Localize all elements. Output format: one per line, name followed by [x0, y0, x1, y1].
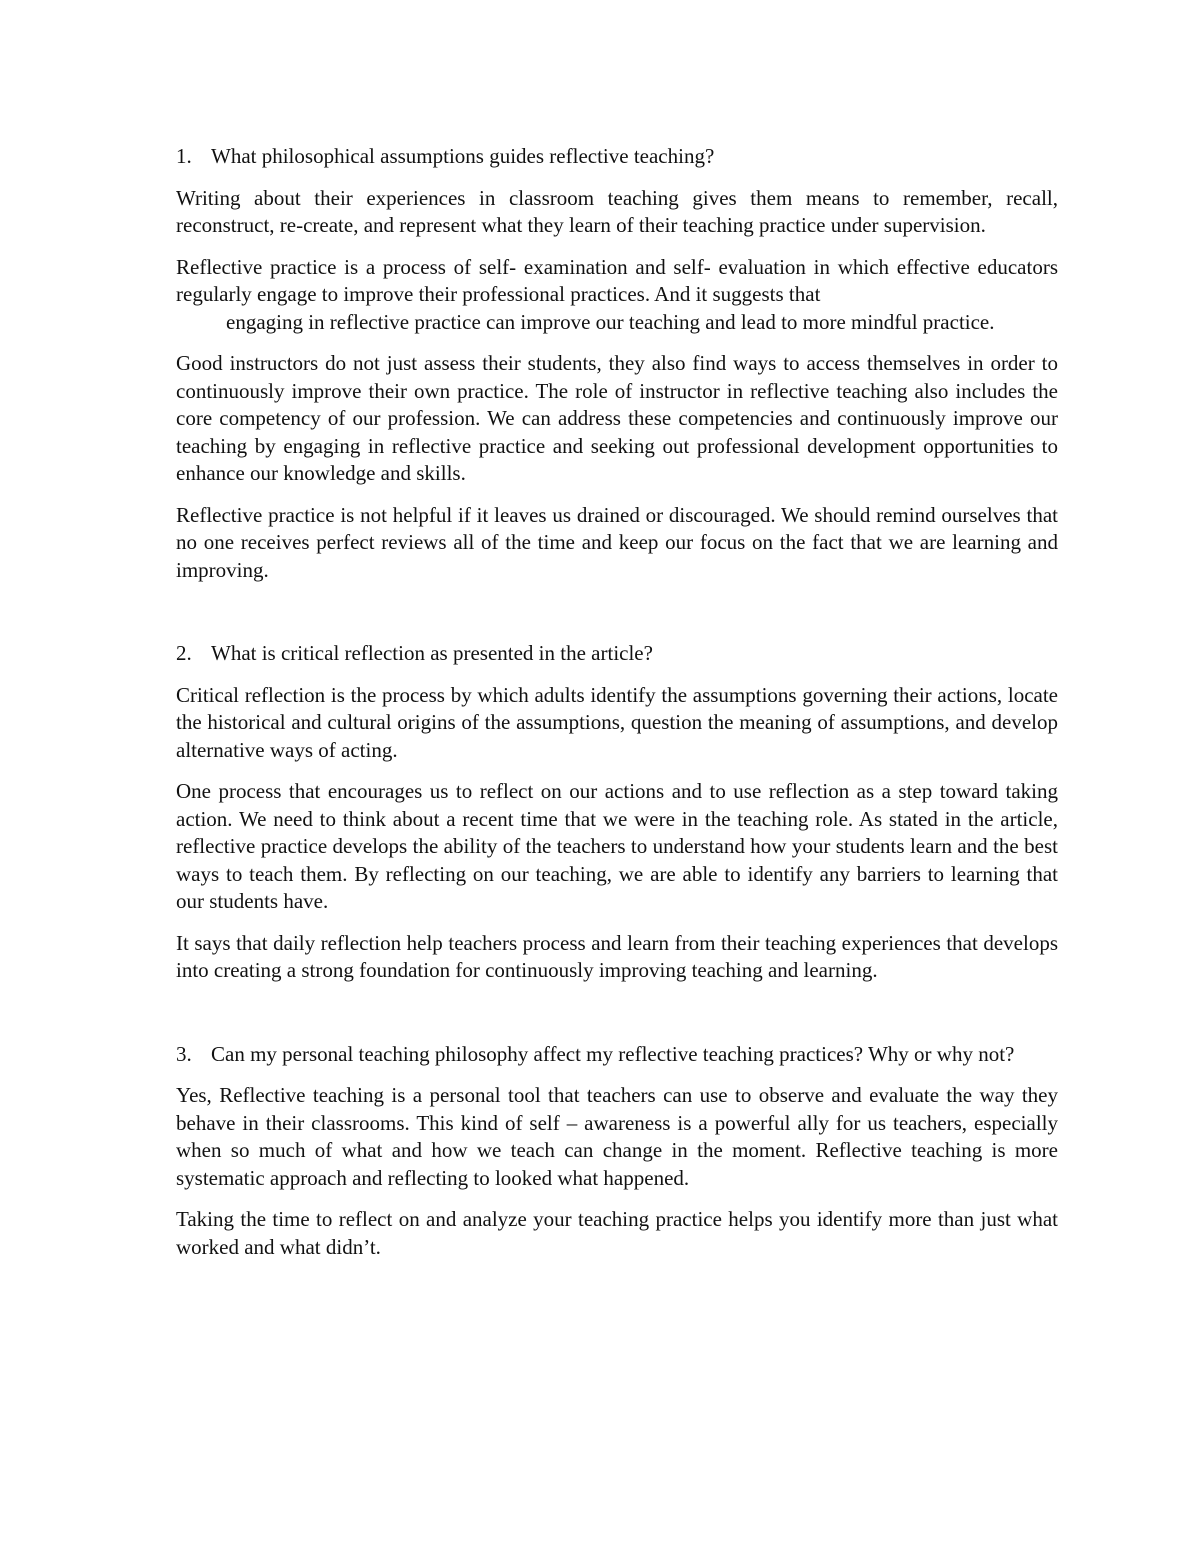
paragraph: One process that encourages us to reflect on our actions and to use reflection as a step toward taking action. We need to think about a recent time that we were in the teaching role. As stated in the article, reflective practice develops the ability of the teachers to understand how your students learn and the best ways to teach them. By reflecting on our teaching, we are able to identify any barriers to learning that our students have.: [176, 779, 1058, 913]
paragraph: [176, 254, 1058, 309]
section-spacer: [176, 999, 1058, 1041]
paragraph: Good instructors do not just assess their students, they also find ways to access themselves in order to continuously improve their own practice. The role of instructor in reflective teaching also includes the core competency of our profession. We can address these competencies and continuously improve our teaching by engaging in reflective practice and seeking out professional development opportunities to enhance our knowledge and skills.: [176, 351, 1058, 485]
paragraph: Writing about their experiences in classroom teaching gives them means to remember, recall, reconstruct, re-create, and represent what they learn of their teaching practice under supervision.: [176, 185, 1058, 237]
question-number: 3.: [176, 1041, 192, 1066]
question-text: Can my personal teaching philosophy affect my reflective teaching practices? Why or why not?: [211, 1041, 1015, 1066]
question-number: 1.: [176, 144, 192, 168]
paragraph: Yes, Reflective teaching is a personal tool that teachers can use to observe and evaluate the way they behave in their classrooms. This kind of self – awareness is a powerful ally for us teachers, especially when so much of what and how we teach can change in the moment. Reflective teaching is more systematic approach and reflecting to looked what happened.: [176, 1083, 1058, 1190]
paragraph: Critical reflection is the process by which adults identify the assumptions governing their actions, locate the historical and cultural origins of the assumptions, question the meaning of assumptions, and develop alternative ways of acting.: [176, 682, 1058, 762]
question-1: [176, 143, 1058, 171]
question-text: What philosophical assumptions guides reflective teaching?: [211, 144, 715, 168]
paragraph-continued: [176, 309, 1058, 337]
paragraph-text: engaging in reflective practice can improve our teaching and lead to more mindful practice.: [226, 309, 995, 334]
paragraph: Reflective practice is not helpful if it leaves us drained or discouraged. We should remind ourselves that no one receives perfect reviews all of the time and keep our focus on the fact that we are learning and improving.: [176, 502, 1058, 582]
question-number: 2.: [176, 641, 192, 665]
paragraph: Taking the time to reflect on and analyze your teaching practice helps you identify more than just what worked and what didn’t.: [176, 1207, 1058, 1259]
question-2: [176, 640, 1058, 668]
question-text: What is critical reflection as presented in the article?: [211, 641, 653, 665]
document-body: [176, 143, 1058, 1275]
paragraph-text: Reflective practice is a process of self- examination and self- evaluation in which effective educators regularly engage to improve their professional practices. And it suggests that: [176, 254, 1058, 306]
section-spacer: [176, 598, 1058, 640]
paragraph: It says that daily reflection help teachers process and learn from their teaching experiences that develops into creating a strong foundation for continuously improving teaching and learning.: [176, 930, 1058, 982]
question-3: [176, 1041, 1058, 1069]
